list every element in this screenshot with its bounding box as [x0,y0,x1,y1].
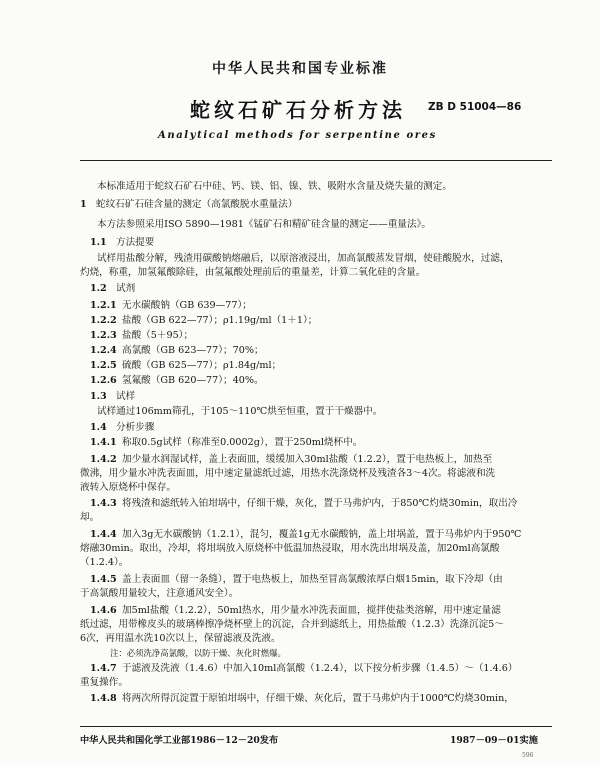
page-number: 596 [522,752,534,759]
paragraph-line: 熔融30min。取出，冷却，将坩埚放入原烧杯中低温加热浸取，用水洗出坩埚及盖，加20ml高氯酸 [80,543,500,554]
paragraph-line: 6次，再用温水洗10次以上，保留滤液及洗液。 [80,633,281,644]
reagent-item: 1.2.4 高氯酸（GB 623—77）；70%； [90,345,264,356]
reference-note: 本方法参照采用ISO 5890—1981《锰矿石和精矿硅含量的测定——重量法》。 [97,219,431,230]
footer-rule [80,726,552,727]
section-title: 蛇纹石矿石硅含量的测定（高氯酸脱水重量法） [96,199,298,210]
document-title: 蛇纹石矿石分析方法 [190,98,406,122]
reagent-item: 1.2.6 氢氟酸（GB 620—77）；40%。 [90,375,264,386]
reagent-item: 1.2.5 硫酸（GB 625—77）；ρ1.84g/ml； [90,360,282,371]
issue-info: 中华人民共和国化学工业部1986－12－20发布 [80,735,279,746]
step-1-4-7: 1.4.7 于滤液及洗液（1.4.6）中加入10ml高氯酸（1.2.4），以下按分析步骤（1.4.5）～（1.4.6） [90,663,518,674]
section-heading-1-4: 1.4 分析步骤 [90,422,155,433]
paragraph-line: 纸过滤，用带橡皮头的玻璃棒擦净烧杯壁上的沉淀，合并到滤纸上，用热盐酸（1.2.3）洗涤沉淀5～ [80,619,504,630]
paragraph-line: 于高氯酸用量较大，注意通风安全）。 [80,588,239,599]
document-title-english: Analytical methods for serpentine ores [158,130,437,141]
step-1-4-1: 1.4.1 称取0.5g试样（称准至0.0002g），置于250ml烧杯中。 [90,437,363,448]
reagent-item: 1.2.3 盐酸（5＋95）； [90,330,194,341]
paragraph-line: 重复操作。 [80,677,128,688]
scope-paragraph: 本标准适用于蛇纹石矿石中硅、钙、镁、铝、镍、铁、吸附水含量及烧失量的测定。 [97,181,452,192]
standard-code: ZB D 51004—86 [428,101,522,113]
step-1-4-6: 1.4.6 加5ml盐酸（1.2.2），50ml热水，用少量水冲洗表面皿，搅拌使盐类溶解，用中速定量滤 [90,605,501,616]
paragraph-line: 灼烧，称重，加氢氟酸除硅，由氢氟酸处理前后的重量差，计算二氧化硅的含量。 [80,267,426,278]
header-rule [80,160,552,161]
section-heading-1-3: 1.3 试样 [90,391,136,402]
implementation-date: 1987－09－01实施 [450,735,538,746]
step-1-4-2: 1.4.2 加少量水润湿试样，盖上表面皿，缓缓加入30ml盐酸（1.2.2），置于电热板上，加热至 [90,454,493,465]
paragraph-line: （1.2.4）。 [80,557,129,568]
paragraph-line: 却。 [80,512,100,523]
reagent-item: 1.2.2 盐酸（GB 622—77）；ρ1.19g/ml（1＋1）； [90,315,318,326]
section-number: 1 [80,199,87,210]
paragraph-line: 微沸，用少量水冲洗表面皿，用中速定量滤纸过滤，用热水洗涤烧杯及残渣各3～4次。将滤液和洗 [80,468,496,479]
footnote: 注：必须洗净高氯酸，以防干燥、灰化时燃爆。 [110,648,286,658]
section-heading-1-1: 1.1 方法提要 [90,237,155,248]
standard-agency: 中华人民共和国专业标准 [212,61,388,77]
step-1-4-8: 1.4.8 将两次所得沉淀置于原铂坩埚中，仔细干燥、灰化后，置于马弗炉内于1000℃灼烧30min， [90,693,514,704]
section-heading-1-2: 1.2 试剂 [90,283,136,294]
step-1-4-4: 1.4.4 加入3g无水碳酸钠（1.2.1），混匀，覆盖1g无水碳酸钠，盖上坩埚盖，置于马弗炉内于950℃ [90,529,522,540]
paragraph-line: 试样通过106mm筛孔，于105～110℃烘至恒重，置于干燥器中。 [97,406,383,417]
paragraph-line: 试样用盐酸分解，残渣用碳酸钠熔融后，以原溶液浸出，加高氯酸蒸发冒烟，使硅酸脱水，过滤， [97,253,510,264]
step-1-4-3: 1.4.3 将残渣和滤纸转入铂坩埚中，仔细干燥，灰化，置于马弗炉内，于850℃灼烧30min，取出冷 [90,498,518,509]
step-1-4-5: 1.4.5 盖上表面皿（留一条缝），置于电热板上，加热至冒高氯酸浓厚白烟15min，取下冷却（由 [90,574,503,585]
reagent-item: 1.2.1 无水碳酸钠（GB 639—77）； [90,300,252,311]
section-heading-1 [80,198,297,212]
paragraph-line: 液转入原烧杯中保存。 [80,482,176,493]
